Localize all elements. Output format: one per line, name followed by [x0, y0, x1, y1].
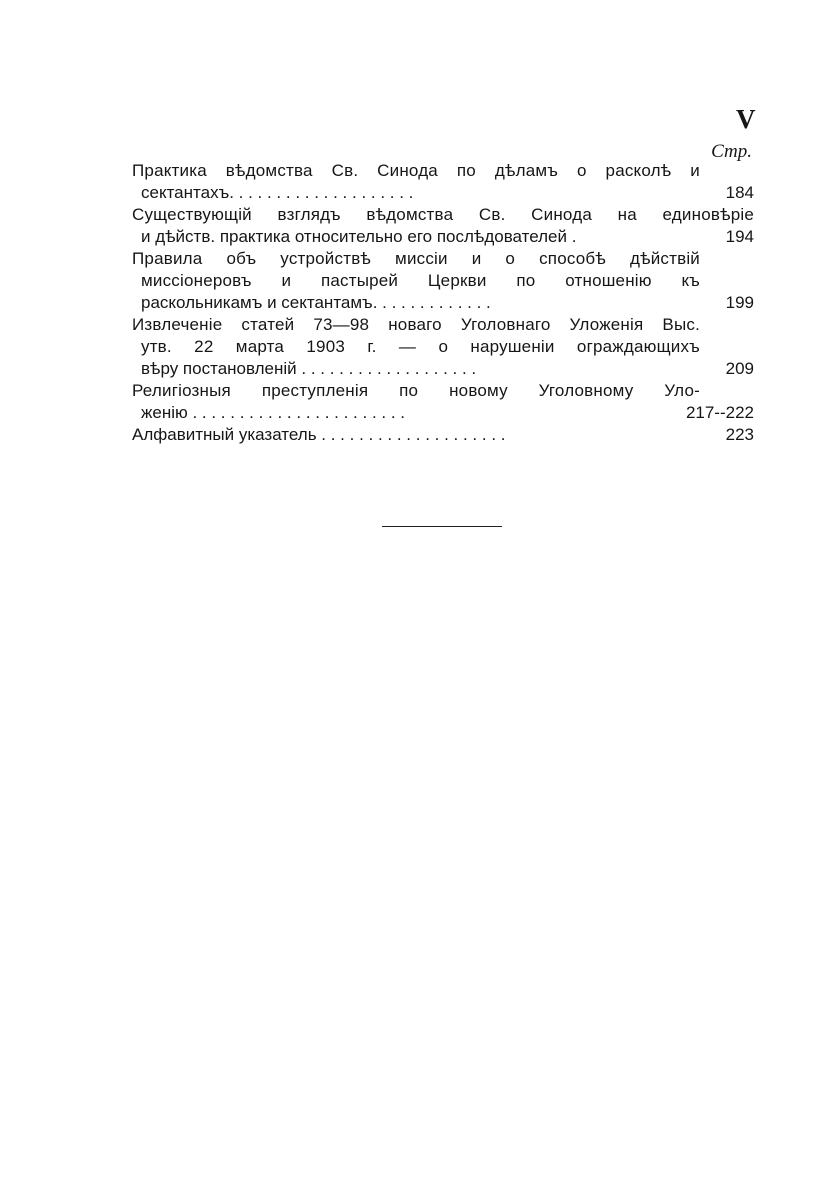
toc-entry-line-text: раскольникамъ и сектантамъ	[141, 293, 373, 312]
toc-entry-page: 217--222	[685, 403, 754, 422]
toc-entry-page: 223	[725, 425, 754, 444]
dot-leader: . . . . . . . . . . . . .	[372, 293, 491, 312]
section-divider	[382, 526, 502, 527]
toc-entry[interactable]	[132, 380, 754, 424]
toc-entry[interactable]	[132, 314, 754, 380]
toc-entry-line	[132, 424, 700, 446]
toc-entry-line: утв. 22 марта 1903 г. — о нарушеніи ограждающихъ	[141, 337, 700, 356]
dot-leader: . . . . . . . . . . . . . . . . . . .	[296, 359, 477, 378]
toc-entry[interactable]	[132, 204, 754, 248]
toc-entry-line: и дѣйств. практика относительно его послѣдователей .	[141, 227, 577, 246]
page-column-header: Стр.	[711, 141, 752, 162]
toc-entry-line: миссіонеровъ и пастырей Церкви по отношенію къ	[141, 271, 700, 290]
toc-entry-line	[132, 402, 709, 424]
toc-entry-line: Правила объ устройствѣ миссіи и о способѣ дѣйствій	[132, 249, 700, 268]
toc-entry-line-text: вѣру постановленій	[141, 359, 297, 378]
toc-entry-line	[132, 292, 709, 314]
toc-entry-page: 199	[725, 293, 754, 312]
toc-entry-line-text: женію	[141, 403, 188, 422]
dot-leader: . . . . . . . . . . . . . . . . . . . .	[229, 183, 414, 202]
dot-leader: . . . . . . . . . . . . . . . . . . . .	[316, 425, 506, 444]
toc-entry-line: Практика вѣдомства Св. Синода по дѣламъ о расколѣ и	[132, 161, 700, 180]
page-number: V	[736, 104, 756, 134]
toc-entry-page: 194	[725, 227, 754, 246]
toc-entry-line-text: Алфавитный указатель	[132, 425, 317, 444]
dot-leader: . . . . . . . . . . . . . . . . . . . . . . .	[187, 403, 406, 422]
table-of-contents	[132, 160, 754, 446]
toc-entry[interactable]	[132, 248, 754, 314]
toc-entry-line: Существующій взглядъ вѣдомства Св. Синода на единовѣріе	[132, 205, 754, 224]
toc-entry-line-text: сектантахъ	[141, 183, 230, 202]
toc-entry-line: Религіозныя преступленія по новому Уголовному Уло-	[132, 381, 700, 400]
toc-entry-line: Извлеченіе статей 73—98 новаго Уголовнаго Уложенія Выс.	[132, 315, 700, 334]
toc-entry-page: 184	[725, 183, 754, 202]
toc-entry-page: 209	[725, 359, 754, 378]
toc-entry[interactable]	[132, 160, 754, 204]
toc-entry-line	[132, 182, 709, 204]
toc-entry-line	[132, 358, 709, 380]
toc-entry[interactable]	[132, 424, 754, 446]
